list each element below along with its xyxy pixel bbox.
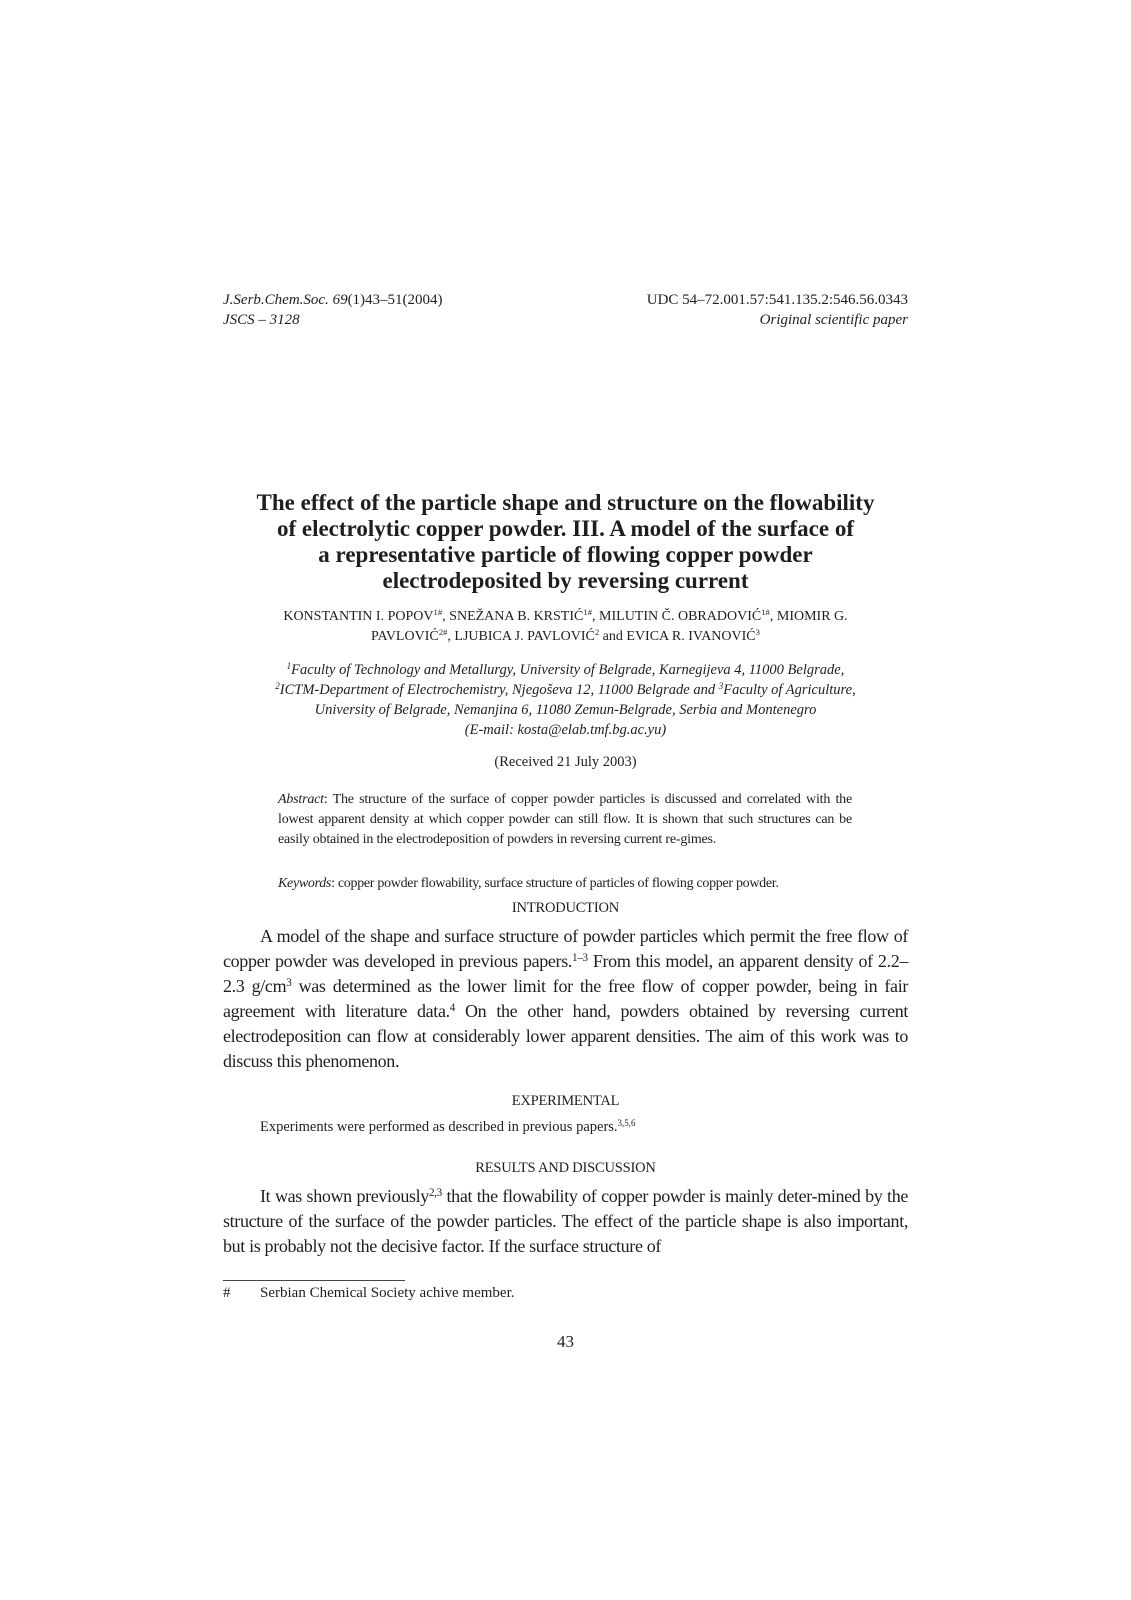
paragraph-text: was determined as the lower limit for the free flow of copper powder, being in fair agreement with literature data. xyxy=(223,976,908,1021)
section-heading-introduction: INTRODUCTION xyxy=(511,900,620,916)
author-name: , SNEŽANA B. KRSTIĆ xyxy=(442,609,584,624)
title-line: electrodeposited by reversing current xyxy=(382,568,749,593)
author-affiliation-mark: 1# xyxy=(761,607,770,618)
keywords-text: : copper powder flowability, surface structure of particles of flowing copper powder. xyxy=(331,876,779,891)
paragraph-text: that the flowability of copper powder is mainly deter-mined by the structure of the surface of the powder particles. The effect of the particle shape is also important, but is probably not the decisive factor. If the surface structure of xyxy=(223,1186,908,1256)
author-name: KONSTANTIN I. POPOV xyxy=(283,609,434,624)
citation-ref[interactable]: 1–3 xyxy=(572,951,588,964)
journal-header-left xyxy=(223,290,443,330)
keywords xyxy=(278,874,868,894)
page-number: 43 xyxy=(557,1332,574,1351)
citation-ref[interactable]: 3,5,6 xyxy=(617,1118,636,1129)
paper-title xyxy=(223,490,908,594)
author-name: PAVLOVIĆ xyxy=(371,629,439,644)
introduction-paragraph xyxy=(223,924,908,1074)
journal-header-right xyxy=(647,290,908,330)
keywords-label: Keywords xyxy=(278,876,332,891)
affiliation-text: Faculty of Agriculture, xyxy=(723,682,856,698)
affiliations xyxy=(223,660,908,740)
paragraph-text: On the other hand, powders obtained by reversing current electrodeposition can flow at considerably lower apparent densities. The aim of this work was to discuss this phenomenon. xyxy=(223,1001,909,1071)
results-paragraph xyxy=(223,1184,908,1259)
citation-ref[interactable]: 4 xyxy=(449,1001,455,1014)
section-heading-results: RESULTS AND DISCUSSION xyxy=(475,1160,656,1176)
journal-citation xyxy=(223,290,443,310)
footnote-divider xyxy=(223,1280,405,1281)
author-name: , MILUTIN Č. OBRADOVIĆ xyxy=(592,609,762,624)
affiliation-line: University of Belgrade, Nemanjina 6, 11080 Zemun-Belgrade, Serbia and Montenegro xyxy=(314,702,817,718)
footnote xyxy=(223,1283,515,1303)
section-heading-experimental: EXPERIMENTAL xyxy=(511,1093,620,1109)
affiliation-text: ICTM-Department of Electrochemistry, Njegoševa 12, 11000 Belgrade and xyxy=(279,682,719,698)
abstract xyxy=(278,790,852,850)
author-list xyxy=(223,607,908,647)
affiliation-mark: 1 xyxy=(286,661,292,672)
received-date: (Received 21 July 2003) xyxy=(494,754,637,770)
jscs-id: JSCS – 3128 xyxy=(223,312,300,328)
journal-volume: 69 xyxy=(332,292,348,308)
author-name: , MIOMIR G. xyxy=(769,609,848,624)
author-affiliation-mark: 2 xyxy=(594,627,600,638)
affiliation-line xyxy=(223,680,908,700)
author-name: and EVICA R. IVANOVIĆ xyxy=(599,629,756,644)
author-affiliation-mark: 1# xyxy=(433,607,443,618)
author-affiliation-mark: 2# xyxy=(438,627,448,638)
paragraph-text: From this model, an apparent density of 2.2–2.3 g/cm xyxy=(223,951,908,996)
paragraph-text: It was shown previously xyxy=(260,1186,429,1206)
affiliation-text: Faculty of Technology and Metallurgy, University of Belgrade, Karnegijeva 4, 11000 Belgrade, xyxy=(291,662,845,678)
citation-ref[interactable]: 2,3 xyxy=(428,1186,442,1199)
title-line: The effect of the particle shape and structure on the flowability xyxy=(256,490,875,515)
author-affiliation-mark: 3 xyxy=(755,627,760,638)
paragraph-text: Experiments were performed as described in previous papers. xyxy=(260,1119,618,1135)
author-email[interactable]: (E-mail: kosta@elab.tmf.bg.ac.yu) xyxy=(464,722,667,738)
abstract-text: : The structure of the surface of copper powder particles is discussed and correlated with the lowest apparent density at which copper powder can still flow. It is shown that such structures can be easily obtained in the electrodeposition of powders in reversing current re-gimes. xyxy=(278,792,852,847)
affiliation-line xyxy=(223,660,908,680)
footnote-mark: # xyxy=(223,1285,231,1301)
title-line: of electrolytic copper powder. III. A model of the surface of xyxy=(276,516,855,541)
journal-name: J.Serb.Chem.Soc. xyxy=(223,292,329,308)
journal-issue-pages: (1)43–51(2004) xyxy=(347,292,443,308)
experimental-paragraph xyxy=(260,1117,908,1137)
paper-type: Original scientific paper xyxy=(759,312,908,328)
footnote-text: Serbian Chemical Society achive member. xyxy=(260,1285,515,1301)
author-affiliation-mark: 1# xyxy=(583,607,593,618)
affiliation-mark: 2 xyxy=(275,681,280,692)
paragraph-text: A model of the shape and surface structure of powder particles which permit the free flow of copper powder was developed in previous papers. xyxy=(223,926,908,971)
author-line xyxy=(223,627,908,647)
title-line: a representative particle of flowing copper powder xyxy=(318,542,813,567)
affiliation-mark: 3 xyxy=(718,681,724,692)
author-line xyxy=(223,607,908,627)
udc-code: UDC 54–72.001.57:541.135.2:546.56.0343 xyxy=(646,292,908,308)
author-name: , LJUBICA J. PAVLOVIĆ xyxy=(447,629,595,644)
abstract-label: Abstract xyxy=(278,792,324,807)
unit-superscript: 3 xyxy=(286,976,292,989)
